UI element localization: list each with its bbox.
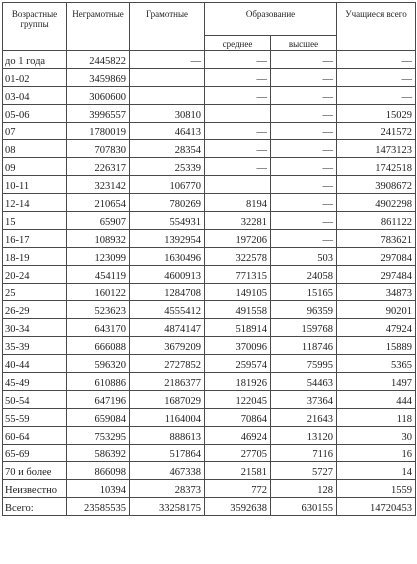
total-row [3, 498, 416, 516]
cell-students: 16 [337, 444, 416, 462]
cell-secondary: 771315 [205, 265, 271, 283]
cell-illiterate: 10394 [67, 480, 130, 498]
census-document [2, 2, 415, 561]
total-cell-literate: 33258175 [130, 498, 205, 516]
cell-higher: 503 [271, 247, 337, 265]
table-row [3, 390, 416, 408]
cell-students: 47924 [337, 319, 416, 337]
cell-illiterate: 123099 [67, 247, 130, 265]
cell-age-group: 30-34 [3, 319, 67, 337]
cell-secondary: — [205, 51, 271, 69]
table-row [3, 373, 416, 391]
table-row [3, 265, 416, 283]
cell-literate: 2186377 [130, 373, 205, 391]
cell-age-group: 40-44 [3, 355, 67, 373]
cell-secondary: 370096 [205, 337, 271, 355]
cell-literate: 1392954 [130, 229, 205, 247]
table-row [3, 212, 416, 230]
cell-age-group: 55-59 [3, 408, 67, 426]
cell-literate: 554931 [130, 212, 205, 230]
cell-higher: 15165 [271, 283, 337, 301]
cell-illiterate: 753295 [67, 426, 130, 444]
cell-students: 34873 [337, 283, 416, 301]
header-education: Образование [205, 3, 337, 36]
cell-secondary: 149105 [205, 283, 271, 301]
cell-age-group: Неизвестно [3, 480, 67, 498]
cell-age-group: 45-49 [3, 373, 67, 391]
cell-literate: 106770 [130, 176, 205, 194]
cell-higher: — [271, 212, 337, 230]
cell-students: 90201 [337, 301, 416, 319]
cell-literate: 1164004 [130, 408, 205, 426]
cell-higher: 75995 [271, 355, 337, 373]
cell-age-group: 16-17 [3, 229, 67, 247]
cell-secondary: 27705 [205, 444, 271, 462]
cell-students: 444 [337, 390, 416, 408]
cell-literate: — [130, 51, 205, 69]
total-cell-illiterate: 23585535 [67, 498, 130, 516]
cell-students: 861122 [337, 212, 416, 230]
cell-higher: — [271, 229, 337, 247]
cell-literate: 2727852 [130, 355, 205, 373]
cell-students: 783621 [337, 229, 416, 247]
cell-students: 118 [337, 408, 416, 426]
cell-secondary: 70864 [205, 408, 271, 426]
cell-illiterate: 3459869 [67, 68, 130, 86]
cell-age-group: 18-19 [3, 247, 67, 265]
cell-age-group: 01-02 [3, 68, 67, 86]
cell-age-group: 08 [3, 140, 67, 158]
table-row [3, 355, 416, 373]
cell-students: — [337, 51, 416, 69]
cell-illiterate: 2445822 [67, 51, 130, 69]
table-row [3, 176, 416, 194]
cell-literate: 467338 [130, 462, 205, 480]
cell-secondary: 197206 [205, 229, 271, 247]
cell-illiterate: 3060600 [67, 86, 130, 104]
cell-age-group: 50-54 [3, 390, 67, 408]
cell-secondary: — [205, 122, 271, 140]
cell-illiterate: 65907 [67, 212, 130, 230]
cell-literate: 46413 [130, 122, 205, 140]
cell-age-group: 25 [3, 283, 67, 301]
cell-secondary: 21581 [205, 462, 271, 480]
cell-higher: 13120 [271, 426, 337, 444]
table-header [3, 3, 416, 51]
cell-literate: 3679209 [130, 337, 205, 355]
cell-higher: — [271, 122, 337, 140]
table-row [3, 480, 416, 498]
cell-students: 1497 [337, 373, 416, 391]
cell-literate: 780269 [130, 194, 205, 212]
cell-illiterate: 3996557 [67, 104, 130, 122]
cell-illiterate: 643170 [67, 319, 130, 337]
cell-secondary: 46924 [205, 426, 271, 444]
table-row [3, 444, 416, 462]
table-body [3, 51, 416, 516]
table-row [3, 122, 416, 140]
cell-secondary: 32281 [205, 212, 271, 230]
cell-literate: 30810 [130, 104, 205, 122]
cell-age-group: 20-24 [3, 265, 67, 283]
cell-age-group: 70 и более [3, 462, 67, 480]
cell-age-group: 07 [3, 122, 67, 140]
cell-higher: — [271, 51, 337, 69]
cell-secondary [205, 176, 271, 194]
cell-literate: 1687029 [130, 390, 205, 408]
cell-secondary: 181926 [205, 373, 271, 391]
cell-higher: 7116 [271, 444, 337, 462]
cell-literate: 1630496 [130, 247, 205, 265]
cell-illiterate: 647196 [67, 390, 130, 408]
header-secondary: среднее [205, 36, 271, 51]
header-literate: Грамотные [130, 3, 205, 51]
cell-illiterate: 323142 [67, 176, 130, 194]
table-row [3, 104, 416, 122]
cell-students: 15029 [337, 104, 416, 122]
cell-illiterate: 659084 [67, 408, 130, 426]
cell-students: 1559 [337, 480, 416, 498]
cell-higher: 5727 [271, 462, 337, 480]
cell-age-group: 10-11 [3, 176, 67, 194]
cell-illiterate: 454119 [67, 265, 130, 283]
table-row [3, 68, 416, 86]
table-row [3, 283, 416, 301]
table-row [3, 408, 416, 426]
total-cell-age-group: Всего: [3, 498, 67, 516]
cell-higher: — [271, 68, 337, 86]
cell-students: 3908672 [337, 176, 416, 194]
cell-higher: 118746 [271, 337, 337, 355]
cell-illiterate: 523623 [67, 301, 130, 319]
cell-higher: 37364 [271, 390, 337, 408]
table-row [3, 301, 416, 319]
table-row [3, 229, 416, 247]
cell-secondary: 772 [205, 480, 271, 498]
cell-illiterate: 586392 [67, 444, 130, 462]
cell-age-group: 65-69 [3, 444, 67, 462]
cell-literate: 25339 [130, 158, 205, 176]
cell-students: — [337, 86, 416, 104]
cell-literate: 888613 [130, 426, 205, 444]
cell-higher: — [271, 194, 337, 212]
cell-students: 297484 [337, 265, 416, 283]
cell-students: 4902298 [337, 194, 416, 212]
cell-higher: 24058 [271, 265, 337, 283]
total-cell-higher: 630155 [271, 498, 337, 516]
cell-higher: 159768 [271, 319, 337, 337]
cell-literate: 1284708 [130, 283, 205, 301]
cell-literate: 4600913 [130, 265, 205, 283]
cell-illiterate: 596320 [67, 355, 130, 373]
header-age-groups: Возрастные группы [3, 3, 67, 51]
cell-secondary: — [205, 140, 271, 158]
cell-secondary: 8194 [205, 194, 271, 212]
cell-students: 1742518 [337, 158, 416, 176]
cell-illiterate: 666088 [67, 337, 130, 355]
cell-secondary: 259574 [205, 355, 271, 373]
cell-higher: 128 [271, 480, 337, 498]
cell-illiterate: 1780019 [67, 122, 130, 140]
cell-age-group: 12-14 [3, 194, 67, 212]
cell-students: 15889 [337, 337, 416, 355]
cell-higher: — [271, 158, 337, 176]
cell-illiterate: 866098 [67, 462, 130, 480]
table-row [3, 247, 416, 265]
cell-secondary [205, 104, 271, 122]
table-row [3, 194, 416, 212]
cell-illiterate: 210654 [67, 194, 130, 212]
cell-higher: 21643 [271, 408, 337, 426]
table-row [3, 51, 416, 69]
cell-higher: — [271, 104, 337, 122]
cell-age-group: 15 [3, 212, 67, 230]
cell-age-group: 35-39 [3, 337, 67, 355]
table-row [3, 426, 416, 444]
cell-illiterate: 108932 [67, 229, 130, 247]
cell-students: 241572 [337, 122, 416, 140]
cell-age-group: 60-64 [3, 426, 67, 444]
total-cell-secondary: 3592638 [205, 498, 271, 516]
header-illiterate: Неграмотные [67, 3, 130, 51]
table-row [3, 86, 416, 104]
cell-illiterate: 610886 [67, 373, 130, 391]
cell-age-group: 03-04 [3, 86, 67, 104]
education-by-age-table [2, 2, 416, 516]
cell-illiterate: 160122 [67, 283, 130, 301]
cell-age-group: 09 [3, 158, 67, 176]
cell-literate: 28354 [130, 140, 205, 158]
table-row [3, 140, 416, 158]
cell-literate [130, 86, 205, 104]
cell-literate: 4555412 [130, 301, 205, 319]
cell-students: 297084 [337, 247, 416, 265]
cell-age-group: до 1 года [3, 51, 67, 69]
cell-illiterate: 707830 [67, 140, 130, 158]
cell-secondary: — [205, 86, 271, 104]
cell-age-group: 26-29 [3, 301, 67, 319]
cell-age-group: 05-06 [3, 104, 67, 122]
cell-higher: — [271, 140, 337, 158]
cell-students: 30 [337, 426, 416, 444]
cell-secondary: 491558 [205, 301, 271, 319]
table-row [3, 337, 416, 355]
cell-secondary: — [205, 158, 271, 176]
table-row [3, 158, 416, 176]
cell-secondary: 322578 [205, 247, 271, 265]
cell-higher: — [271, 176, 337, 194]
table-row [3, 319, 416, 337]
header-students: Учащиеся всего [337, 3, 416, 51]
total-cell-students: 14720453 [337, 498, 416, 516]
cell-higher: 96359 [271, 301, 337, 319]
cell-students: 1473123 [337, 140, 416, 158]
table-row [3, 462, 416, 480]
cell-students: 5365 [337, 355, 416, 373]
cell-secondary: 518914 [205, 319, 271, 337]
cell-students: — [337, 68, 416, 86]
cell-literate: 4874147 [130, 319, 205, 337]
cell-literate [130, 68, 205, 86]
cell-higher: 54463 [271, 373, 337, 391]
cell-literate: 28373 [130, 480, 205, 498]
cell-literate: 517864 [130, 444, 205, 462]
cell-illiterate: 226317 [67, 158, 130, 176]
header-higher: высшее [271, 36, 337, 51]
cell-secondary: 122045 [205, 390, 271, 408]
cell-higher: — [271, 86, 337, 104]
cell-students: 14 [337, 462, 416, 480]
cell-secondary: — [205, 68, 271, 86]
